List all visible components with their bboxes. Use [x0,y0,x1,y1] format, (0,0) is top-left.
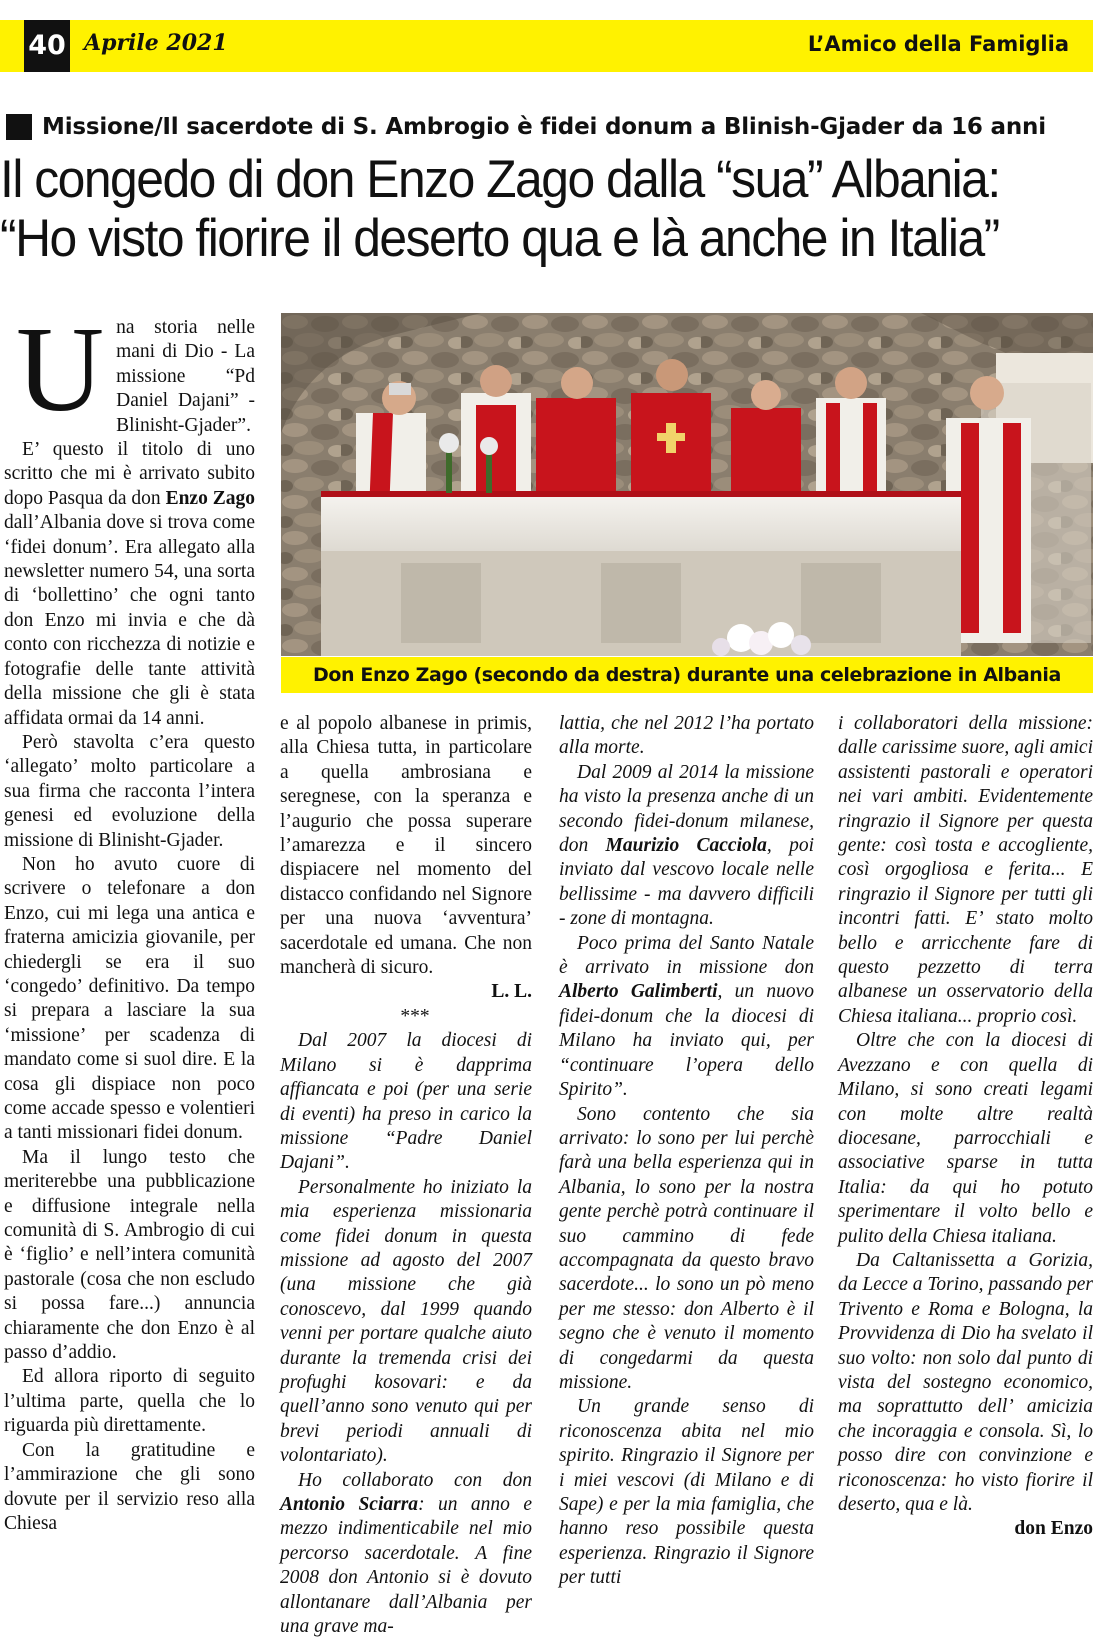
column-2 [280,712,532,1639]
col3-paragraph-2 [559,761,814,932]
col1-p2-text-b: dall’Albania dove si trova come ‘fidei donum’. Era allegato alla newsletter numero 54, una sorta di ‘bollettino’ che ogni tanto don Enzo mi invia e che dà conto con ricchezza di notizie e fotografie delle tante attività della missione che gli è stata affidata ormai da 14 anni. [4,512,255,729]
col2-paragraph-4 [280,1469,532,1639]
col3-p3-text-a: Poco prima del Santo Natale è arrivato in missione don [559,932,814,979]
col1-paragraph-4: Non ho avuto cuore di scrivere o telefonare a don Enzo, cui mi lega una antica e fraterna amicizia giovanile, per chiedergli se era il suo ‘congedo’ definitivo. Da tempo si prepara a lasciare la sua ‘missione’ per scadenza di mandato come si suol dire. E la cosa gli dispiace non poco come accade spesso e volentieri a tanti missionari fidei donum. [4,853,255,1144]
photo-caption: Don Enzo Zago (secondo da destra) durante una celebrazione in Albania [281,657,1093,693]
col2-paragraph-3: Personalmente ho iniziato la mia esperienza missionaria come fidei donum in questa missione ad agosto del 2007 (una missione che già conoscevo, dal 1999 quando venni per portare qualche aiuto durante la tremenda crisi dei profughi kosovari: e da quell’anno sono venuto qui per brevi periodi annuali di volontariato). [280,1176,532,1467]
author-initials: L. L. [491,981,532,1003]
celebration-photo-illustration [281,313,1093,656]
article-title [0,150,1027,268]
title-line-2: “Ho visto fiorire il deserto qua e là anche in Italia” [0,209,999,268]
author-signature: don Enzo [1014,1518,1093,1540]
col1-paragraph-3: Però stavolta c’era questo ‘allegato’ molto particolare a sua firma che racconta l’intera genesi ed evoluzione della missione di Blinisht-Gjader. [4,731,255,851]
col3-p2-text-a: Dal 2009 al 2014 la missione ha visto la presenza anche di un secondo fidei-donum milanese, don [559,761,814,857]
col3-p3-name: Alberto Galimberti [559,981,718,1003]
column-1 [4,302,255,1536]
col2-p4-text-a: Ho collaborato con don [298,1469,532,1491]
drop-cap: U [16,302,105,437]
col3-p3-text-b: , un nuovo fidei-donum che la diocesi di Milano ha inviato qui, per “continuare l’opera dello Spirito”. [559,981,815,1101]
col1-paragraph-6: Ed allora riporto di seguito l’ultima parte, quella che lo riguarda più direttamente. [4,1366,255,1437]
col3-p2-text-b: , poi inviato dal vescovo locale nelle bellissime - ma davvero difficili - zone di montagna. [559,835,814,930]
page-number: 40 [24,20,70,72]
col1-paragraph-1 [4,302,255,438]
column-3 [559,712,814,1591]
col3-paragraph-3 [559,932,814,1103]
col1-p2-name: Enzo Zago [165,487,255,509]
issue-date: Aprile 2021 [84,30,228,56]
kicker-text: Missione/Il sacerdote di S. Ambrogio è fidei donum a Blinish-Gjader da 16 anni [42,114,1046,140]
col1-paragraph-5: Ma il lungo testo che meriterebbe una pubblicazione e diffusione integrale nella comunità di S. Ambrogio di cui è ‘figlio’ e nell’intera comunità pastorale (cosa che non escludo si possa fare...) annuncia chiaramente che don Enzo è al passo d’addio. [4,1146,255,1364]
col2-p4-name: Antonio Sciarra [280,1494,419,1515]
col1-paragraph-2 [4,438,255,731]
title-line-1: Il congedo di don Enzo Zago dalla “sua” Albania: [0,150,1000,209]
section-separator: *** [400,1005,430,1027]
col3-p2-name: Maurizio Cacciola [605,835,767,857]
col2-p4-text-b: : un anno e mezzo indimenticabile nel mio percorso sacerdotale. A fine 2008 don Antonio si è dovuto allontanare dall’Albania per una grave ma- [280,1494,532,1638]
article-kicker [6,114,1086,140]
col4-paragraph-1: i collaboratori della missione: dalle carissime suore, agli amici assistenti pastorali e operatori nei vari ambiti. Evidentemente ringrazio il Signore per questa gente: così tosta e accogliente, così orgogliosa e ferita... E ringrazio il Signore per tutti gli incontri fatti. E’ stato molto bello e arricchente fare di questo pezzetto di terra albanese un osservatorio della Chiesa italiana... proprio così. [838,713,1093,1027]
col3-paragraph-5: Un grande senso di riconoscenza abita nel mio spirito. Ringrazio il Signore per i miei vescovi (di Milano e di Sape) e per la mia famiglia, che hanno reso possibile questa esperienza. Ringrazio il Signore per tutti [559,1396,814,1589]
col2-paragraph-2: Dal 2007 la diocesi di Milano si è dapprima affiancata e poi (per una serie di eventi) ha preso in carico la missione “Padre Daniel Dajani”. [280,1030,532,1174]
publication-name: L’Amico della Famiglia [807,32,1069,56]
col3-paragraph-1: lattia, che nel 2012 l’ha portato alla morte. [559,713,814,759]
celebration-photo [281,313,1093,656]
col1-p1-text: na storia nelle mani di Dio - La missione “Pd Daniel Dajani” - Blinisht-Gjader”. [116,317,255,436]
col4-paragraph-2: Oltre che con la diocesi di Avezzano e con quella di Milano, si sono creati legami con molte altre realtà diocesane, parrocchiali e associative sparse in tutta Italia: da qui ho potuto sperimentare il volto bello e pulito della Chiesa italiana. [838,1030,1093,1247]
col1-paragraph-7: Con la gratitudine e l’ammirazione che gli sono dovute per il servizio reso alla Chiesa [4,1439,255,1534]
col1-p2-text-a: E’ questo il titolo di uno scritto che mi è arrivato subito dopo Pasqua da don [4,439,255,509]
col3-paragraph-4: Sono contento che sia arrivato: lo sono per lui perchè farà una bella esperienza qui in Albania, lo sono per la nostra gente perchè potrà continuare il suo cammino di fede accompagnata da questo bravo sacerdote... lo sono un pò meno per me stesso: don Alberto è il segno che è venuto il momento di congedarmi da questa missione. [559,1103,814,1393]
col2-paragraph-1: e al popolo albanese in primis, alla Chiesa tutta, in particolare a quella ambrosiana e seregnese, con la speranza e l’augurio che possa superare l’amarezza e il sincero dispiacere nel momento del distacco confidando nel Signore per una nuova ‘avventura’ sacerdotale ed umana. Che non mancherà di sicuro. [280,713,532,979]
kicker-square-icon [6,114,32,140]
column-4 [838,712,1093,1542]
col4-paragraph-3: Da Caltanissetta a Gorizia, da Lecce a Torino, passando per Trivento e Roma e Bologna, la Provvidenza di Dio ha svelato il suo volto: non solo dal punto di vista del sostegno economico, ma soprattutto dell’ amicizia che incoraggia e consola. Sì, lo posso dire con convinzione e riconoscenza: ho visto fiorire il deserto, qua e là. [838,1249,1093,1515]
